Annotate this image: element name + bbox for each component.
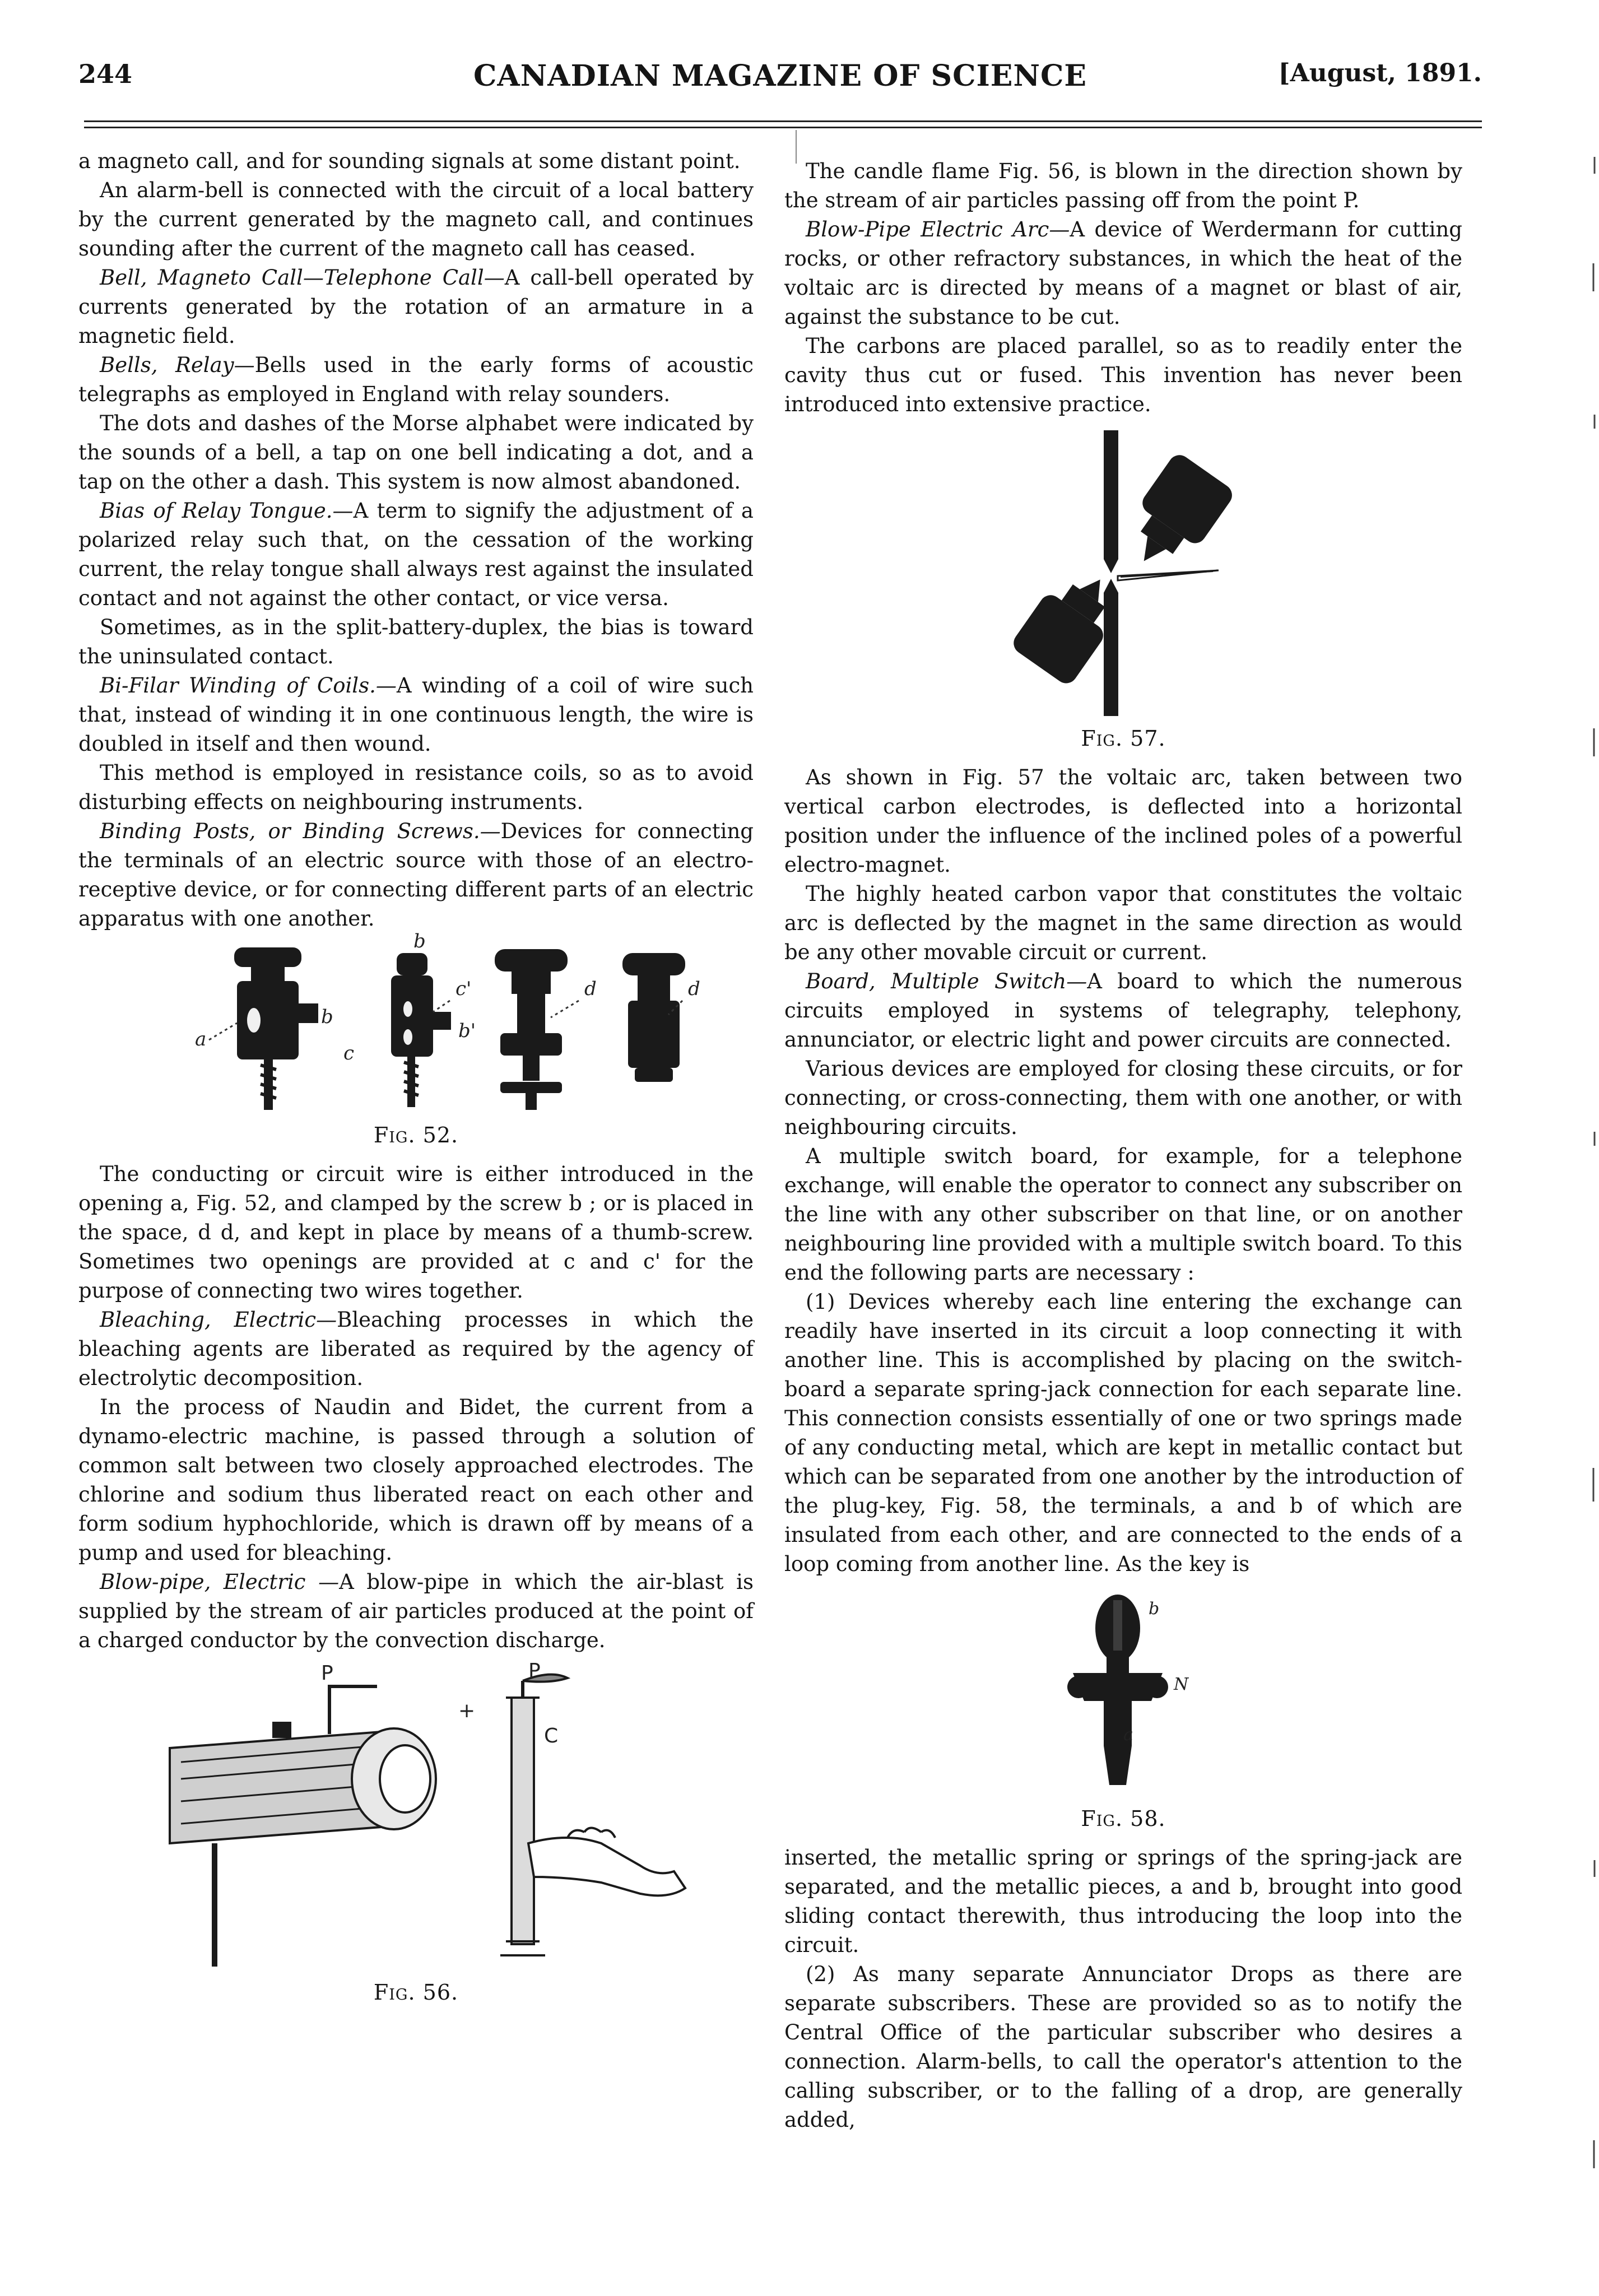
paragraph: Sometimes, as in the split-battery-duplex, the bias is toward the uninsulated contact. [78, 615, 754, 668]
right-column [784, 157, 1462, 2135]
paragraph: Bell, Magneto Call—Telephone Call—A call-bell operated by currents generated by the rotation of an armature in a magnetic field. [78, 266, 754, 348]
paragraph: (1) Devices whereby each line entering the exchange can readily have inserted in its circuit a loop connecting it with another line. This is accomplished by placing on the switch-board a separate spring-jack connection for each separate line. This connection consists essentially of one or two springs made of any conducting metal, which are kept in metallic contact but which can be separated from one another by the introduction of the plug-key, Fig. 58, the terminals, a and b of which are insulated from each other, and are connected to the ends of a loop coming from another line. As the key is [784, 1290, 1462, 1576]
fig58-label: b [1149, 1599, 1160, 1619]
fig57-caption: Fig. 57. [1081, 726, 1166, 751]
paragraph: The dots and dashes of the Morse alphabet were indicated by the sounds of a bell, a tap on one bell indicating a dot, and a tap on the other a dash. This system is now almost abandoned. [78, 411, 754, 494]
header-rule-bottom [84, 127, 1482, 128]
fig56-label: P [320, 1662, 333, 1685]
fig52-caption: Fig. 52. [373, 1123, 459, 1147]
fig56-label: C [543, 1725, 558, 1747]
binding-post-4 [622, 953, 685, 1082]
paragraph: Bi-Filar Winding of Coils.—A winding of a coil of wire such that, instead of winding it in one continuous length, the wire is doubled in itself and then wound. [78, 673, 754, 756]
fig56-label: P [528, 1660, 541, 1683]
fig52-label: a [194, 1028, 206, 1051]
fig58-caption: Fig. 58. [1081, 1806, 1166, 1831]
binding-post-1 [234, 947, 318, 1110]
paragraph: Bleaching, Electric—Bleaching processes in which the bleaching agents are liberated as required by the agency of electrolytic decomposition. [78, 1308, 754, 1390]
paragraph: This method is employed in resistance coils, so as to avoid disturbing effects on neighbouring instruments. [78, 761, 754, 814]
paragraph: An alarm-bell is connected with the circuit of a local battery by the current generated by the magneto call, and continues sounding after the current of the magneto call has ceased. [78, 178, 754, 261]
fig57-voltaic-arc-illustration [978, 430, 1269, 722]
entry-term: Blow-pipe, Electric — [100, 1570, 340, 1594]
paragraph: The candle flame Fig. 56, is blown in the direction shown by the stream of air particles passing off from the point P. [784, 159, 1462, 212]
fig52-label: b [320, 1006, 333, 1028]
fig52-label: c' [455, 978, 471, 1000]
fig56-label: + [458, 1699, 475, 1722]
header-rule-top [84, 120, 1482, 122]
page-header [78, 59, 1482, 98]
fig52-binding-posts-illustration [136, 930, 700, 1118]
paragraph: (2) As many separate Annunciator Drops as there are separate subscribers. These are provided so as to notify the Central Office of the particular subscriber who desires a connection. Alarm-bells, to call the operator's attention to the calling subscriber, or to the falling of a drop, are generally added, [784, 1962, 1462, 2132]
entry-term: Binding Posts, or Binding Screws.— [100, 819, 501, 843]
paragraph: Board, Multiple Switch—A board to which the numerous circuits employed in systems of telegraphy, telephony, annunciator, or electric light and power circuits are connected. [784, 969, 1462, 1052]
entry-term: Bells, Relay— [100, 353, 255, 377]
binding-post-2 [391, 953, 451, 1107]
right-paragraphs-c [784, 1843, 1462, 2135]
paragraph: Various devices are employed for closing these circuits, or for connecting, or cross-connecting, them with one another, or with neighbouring circuits. [784, 1057, 1462, 1139]
paragraph: As shown in Fig. 57 the voltaic arc, taken between two vertical carbon electrodes, is deflected into a horizontal position under the influence of the inclined poles of a powerful electro-magnet. [784, 765, 1462, 877]
fig58-label: N [1174, 1675, 1189, 1694]
paragraph: Blow-Pipe Electric Arc—A device of Werdermann for cutting rocks, or other refractory substances, in which the heat of the voltaic arc is directed by means of a magnet or blast of air, against the substance to be cut. [784, 217, 1462, 329]
paragraph: Blow-pipe, Electric —A blow-pipe in which the air-blast is supplied by the stream of air particles produced at the point of a charged conductor by the convection discharge. [78, 1570, 754, 1652]
entry-term: Bias of Relay Tongue.— [100, 499, 354, 523]
left-paragraphs-a [78, 147, 754, 933]
paragraph: In the process of Naudin and Bidet, the current from a dynamo-electric machine, is passed through a solution of common salt between two closely approached electrodes. The chlorine and sodium thus liberated react on each other and form sodium hyphochloride, which is drawn off by means of a pump and used for bleaching. [78, 1395, 754, 1565]
left-column [78, 147, 754, 2017]
fig52-label: d [584, 978, 597, 1000]
entry-term: Blow-Pipe Electric Arc— [806, 217, 1070, 241]
right-paragraphs-a [784, 157, 1462, 419]
paragraph: The highly heated carbon vapor that constitutes the voltaic arc is deflected by the magnet in the same direction as would be any other movable circuit or current. [784, 882, 1462, 964]
fig56-electric-blowpipe-illustration [136, 1660, 696, 1978]
paragraph: Binding Posts, or Binding Screws.—Devices for connecting the terminals of an electric source with those of an electro-receptive device, or for connecting different parts of an electric apparatus with one another. [78, 819, 754, 931]
entry-term: Bleaching, Electric— [100, 1308, 337, 1332]
fig52-label: c [343, 1042, 354, 1065]
fig52-label: b' [458, 1020, 476, 1042]
fig58-plug-key-illustration [1039, 1589, 1207, 1802]
paragraph: Bells, Relay—Bells used in the early forms of acoustic telegraphs as employed in England with relay sounders. [78, 353, 754, 406]
left-paragraphs-b [78, 1160, 754, 1655]
paragraph: Bias of Relay Tongue.—A term to signify the adjustment of a polarized relay such that, on the cessation of the working current, the relay tongue shall always rest against the insulated contact and not against the other contact, or vice versa. [78, 499, 754, 610]
binding-post-3 [495, 949, 568, 1110]
binding-edge-marks [1582, 123, 1599, 2252]
journal-title: CANADIAN MAGAZINE OF SCIENCE [473, 59, 1087, 93]
paragraph: The carbons are placed parallel, so as to readily enter the cavity thus cut or fused. This invention has never been introduced into extensive practice. [784, 334, 1462, 416]
right-paragraphs-b [784, 763, 1462, 1579]
paragraph: inserted, the metallic spring or springs of the spring-jack are separated, and the metallic pieces, a and b, brought into good sliding contact therewith, thus introducing the loop into the circuit. [784, 1846, 1462, 1957]
paragraph: a magneto call, and for sounding signals at some distant point. [78, 149, 741, 173]
entry-term: Bell, Magneto Call—Telephone Call— [100, 266, 505, 290]
fig52-label: d [687, 978, 700, 1000]
paragraph: The conducting or circuit wire is either introduced in the opening a, Fig. 52, and clamped by the screw b ; or is placed in the space, d d, and kept in place by means of a thumb-screw. Sometimes two openings are provided at c and c' for the purpose of connecting two wires together. [78, 1162, 754, 1303]
fig56-caption: Fig. 56. [373, 1980, 459, 2005]
entry-term: Bi-Filar Winding of Coils.— [100, 673, 397, 698]
fig52-label: b [413, 930, 426, 952]
entry-term: Board, Multiple Switch— [806, 969, 1087, 993]
fig58-label: a [1123, 1725, 1133, 1745]
page-number: 244 [78, 59, 133, 89]
issue-date: [August, 1891. [1278, 59, 1482, 87]
paragraph: A multiple switch board, for example, for a telephone exchange, will enable the operator to connect any subscriber on the line with any other subscriber on that line, or on another neighbouring line provided with a multiple switch board. To this end the following parts are necessary : [784, 1144, 1462, 1285]
